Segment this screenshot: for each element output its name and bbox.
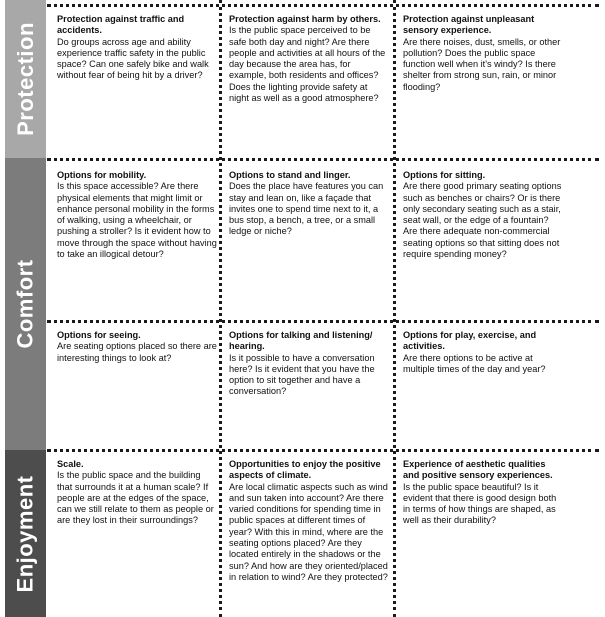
criteria-cell bbox=[57, 330, 217, 364]
criteria-cell bbox=[403, 170, 563, 260]
cell-title: Options for sitting. bbox=[403, 170, 486, 180]
cell-title: Options for talking and listening/ hearing. bbox=[229, 330, 373, 352]
cell-title: Options for play, exercise, and activities. bbox=[403, 330, 537, 352]
cell-body: Are local climatic aspects such as wind and sun taken into account? Are there varied conditions for spending time in public spaces at different times of year? With this in mind, where are the seating options placed? Are they located entirely in the shadows or the sun? And how are they oriented/placed in relation to wind? Are they protected? bbox=[229, 481, 388, 582]
criteria-cell bbox=[57, 14, 217, 82]
cell-body: Are there options to be active at multiple times of the day and year? bbox=[403, 352, 546, 374]
cell-title: Protection against harm by others. bbox=[229, 14, 381, 24]
cell-title: Protection against unpleasant sensory experience. bbox=[403, 14, 535, 36]
cell-body: Are there noises, dust, smells, or other pollution? Does the public space function well when it's windy? Is there shelter from strong sun, rain, or minor flooding? bbox=[403, 36, 561, 92]
cell-body: Is the public space beautiful? Is it evident that there is good design both in terms of how things are shaped, as well as their durability? bbox=[403, 481, 557, 526]
protection-label: Protection bbox=[12, 22, 38, 136]
cell-title: Scale. bbox=[57, 459, 84, 469]
criteria-cell bbox=[229, 459, 389, 583]
cell-body: Do groups across age and ability experience traffic safety in the public space? Can one safely bike and walk without fear of being hit by a driver? bbox=[57, 36, 209, 81]
criteria-cell bbox=[403, 459, 563, 527]
protection-band bbox=[5, 0, 46, 158]
cell-body: Does the place have features you can stay and lean on, like a façade that invites one to spend time next to it, a bus stop, a bench, a tree, or a small ledge or niche? bbox=[229, 181, 384, 237]
cell-body: Is it possible to have a conversation here? Is it evident that you have the option to sit together and have a conversation? bbox=[229, 352, 375, 397]
row-divider-2 bbox=[47, 320, 599, 323]
criteria-cell bbox=[57, 170, 217, 260]
cell-body: Are there good primary seating options such as benches or chairs? Or is there only secondary seating such as a stair, seat wall, or the edge of a fountain? Are there adequate non-commercial seating options so that sitting does not require spending money? bbox=[403, 181, 562, 260]
row-divider-1 bbox=[47, 158, 599, 161]
criteria-grid bbox=[47, 0, 605, 617]
cell-body: Are seating options placed so there are interesting things to look at? bbox=[57, 341, 217, 363]
cell-title: Opportunities to enjoy the positive aspects of climate. bbox=[229, 459, 381, 481]
criteria-cell bbox=[57, 459, 217, 527]
row-divider-3 bbox=[47, 449, 599, 452]
cell-title: Options to stand and linger. bbox=[229, 170, 351, 180]
column-divider-2 bbox=[393, 0, 396, 617]
criteria-cell bbox=[403, 330, 563, 375]
comfort-label: Comfort bbox=[12, 259, 38, 349]
cell-body: Is the public space and the building that surrounds it at a human scale? If people are at the edges of the space, can we still relate to them as people or are they lost in their surroundings? bbox=[57, 470, 214, 526]
cell-title: Experience of aesthetic qualities and positive sensory experiences. bbox=[403, 459, 553, 481]
criteria-cell bbox=[229, 170, 389, 238]
column-divider-1 bbox=[219, 0, 222, 617]
top-dotted-divider bbox=[47, 4, 599, 7]
cell-title: Options for seeing. bbox=[57, 330, 141, 340]
criteria-cell bbox=[403, 14, 563, 93]
comfort-band bbox=[5, 158, 46, 450]
cell-title: Options for mobility. bbox=[57, 170, 147, 180]
enjoyment-band bbox=[5, 450, 46, 617]
enjoyment-label: Enjoyment bbox=[12, 475, 38, 592]
criteria-cell bbox=[229, 330, 389, 398]
criteria-cell bbox=[229, 14, 389, 104]
cell-body: Is this space accessible? Are there physical elements that might limit or enhance personal mobility in the forms of walking, using a wheelchair, or pushing a stroller? Is it evident how to move through the space without having to take an illogical detour? bbox=[57, 181, 217, 260]
cell-title: Protection against traffic and accidents. bbox=[57, 14, 185, 36]
cell-body: Is the public space perceived to be safe both day and night? Are there people and activities at all hours of the day because the area has, for example, both residents and offices? Does the lighting provide safety at night as well as a good atmosphere? bbox=[229, 25, 386, 104]
